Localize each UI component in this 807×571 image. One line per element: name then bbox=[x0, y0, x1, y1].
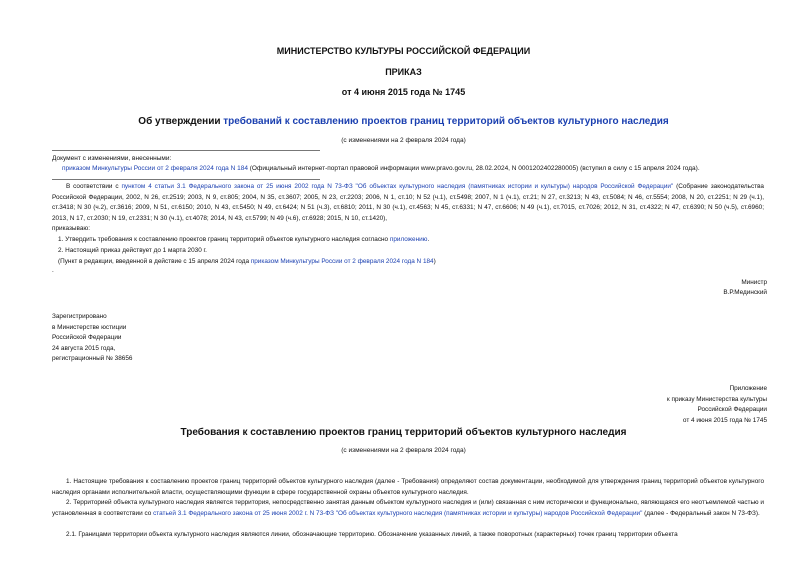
item-2-note-link[interactable]: приказом Минкультуры России от 2 февраля 2024 года N 184 bbox=[250, 258, 434, 265]
doc-type: ПРИКАЗ bbox=[385, 67, 422, 77]
requirements-paragraph-2-1: 2.1. Границами территории объекта культурного наследия являются линии, обозначающие территорию. Обозначение указанных линий, а также поворотных (характерных) точек границ территории объекта bbox=[66, 531, 678, 538]
registration-line: регистрационный № 38656 bbox=[52, 355, 133, 362]
changes-order-link[interactable]: приказом Минкультуры России от 2 февраля 2024 года N 184 bbox=[62, 165, 248, 172]
appendix-header-line: к приказу Министерства культуры bbox=[666, 395, 767, 403]
appendix-header bbox=[667, 384, 767, 426]
document-title-link[interactable]: требований к составлению проектов границ территорий объектов культурного наследия bbox=[223, 116, 669, 127]
registration-line: 24 августа 2015 года, bbox=[52, 344, 116, 352]
requirements-changes-note: (с изменениями на 2 февраля 2024 года) bbox=[341, 447, 466, 454]
appendix-link[interactable]: приложению bbox=[389, 236, 428, 243]
changes-line bbox=[52, 164, 772, 174]
appendix-header-line: от 4 июня 2015 года № 1745 bbox=[682, 416, 767, 424]
requirements-paragraph-1: 1. Настоящие требования к составлению проектов границ территорий объектов культурного наследия (далее - Требования) определяют состав документации, необходимой для утверждения границ территорий объектов культурного наследия органами исполнительной власти, осуществляющими функции в сфере государственной охраны объектов культурного наследия. bbox=[52, 478, 764, 496]
item-2-note bbox=[58, 257, 758, 268]
item-1-suffix: . bbox=[427, 236, 430, 243]
divider-bottom bbox=[52, 179, 320, 180]
changes-rest: (Официальный интернет-портал правовой информации www.pravo.gov.ru, 28.02.2024, N 0001202402280005) (вступил в силу с 15 апреля 2024 года). bbox=[247, 165, 700, 172]
item-2: 2. Настоящий приказ действует до 1 марта 2030 г. bbox=[58, 247, 207, 254]
registration-block bbox=[52, 312, 132, 365]
signature-position: Министр bbox=[741, 279, 767, 286]
signature-name: В.Р.Мединский bbox=[723, 289, 767, 296]
order-word: приказываю: bbox=[52, 225, 90, 232]
requirements-paragraph-2 bbox=[52, 498, 764, 519]
changes-block bbox=[52, 154, 772, 174]
divider-top bbox=[52, 150, 320, 151]
requirements-title: Требования к составлению проектов границ территорий объектов культурного наследия bbox=[180, 427, 627, 438]
law-link[interactable]: пунктом 4 статьи 3.1 Федерального закона от 25 июня 2002 года N 73-ФЗ "Об объектах культурного наследия (памятниках истории и культуры) народов Российской Федерации" bbox=[121, 183, 674, 190]
changes-label: Документ с изменениями, внесенными: bbox=[52, 155, 172, 162]
item-2-note-prefix: (Пункт в редакции, введенной в действие с 15 апреля 2024 года bbox=[58, 258, 251, 265]
preamble-rest: (Собрание законодательства Российской Федерации, 2002, N 26, ст.2519; 2003, N 9, ст.805; 2004, N 35, ст.3607; 2005, N 23, ст.2203; 2006, N 1, ст.10; N 52 (ч.1), ст.5498; 2007, N 1 (ч.1), ст.21; N 27, ст.3213; N 43, ст.5084; N 46, ст.5554; 2008, N 20, ст.2251; N 29 (ч.1), ст.3418; N 30 (ч.2), ст.3616; 2009, N 51, ст.6150; 2010, N 43, ст.5450; N 49, ст.6424; N 51 (ч.3), ст.6810; 2011, N 30 (ч.1), ст.4563; N 45, ст.6331; N 47, ст.6606; N 49 (ч.1), ст.7015, ст.7026; 2012, N 31, ст.4322; N 47, ст.6390; N 50 (ч.5), ст.6960; 2013, N 17, ст.2030; N 19, ст.2331; N 30 (ч.1), ст.4078; 2014, N 43, ст.5799; N 49 (ч.6), ст.6928; 2015, N 10, ст.1420), bbox=[52, 183, 764, 222]
registration-line: Зарегистрировано bbox=[52, 313, 107, 320]
doc-date-number: от 4 июня 2015 года № 1745 bbox=[341, 87, 466, 97]
item-1 bbox=[58, 235, 758, 246]
document-title bbox=[0, 116, 807, 127]
requirements-p2-rest: (далее - Федеральный закон N 73-ФЗ). bbox=[642, 509, 760, 517]
item-1-prefix: 1. Утвердить требования к составлению проектов границ территорий объектов культурного наследия согласно bbox=[58, 236, 390, 243]
registration-line: в Министерстве юстиции bbox=[52, 323, 127, 331]
stray-dot: . bbox=[52, 267, 54, 274]
appendix-header-line: Российской Федерации bbox=[697, 406, 767, 413]
registration-line: Российской Федерации bbox=[52, 334, 122, 341]
changes-note: (с изменениями на 2 февраля 2024 года) bbox=[341, 137, 466, 144]
appendix-header-line: Приложение bbox=[729, 385, 767, 392]
item-2-note-suffix: ) bbox=[433, 258, 436, 265]
ministry-title: МИНИСТЕРСТВО КУЛЬТУРЫ РОССИЙСКОЙ ФЕДЕРАЦИИ bbox=[276, 46, 531, 56]
document-title-prefix: Об утверждении bbox=[138, 116, 224, 127]
preamble-prefix: В соответствии с bbox=[66, 183, 122, 190]
preamble-paragraph bbox=[52, 182, 764, 224]
requirements-p2-prefix: 2. Территорией объекта культурного наследия является территория, непосредственно занятая данным объектом культурного наследия и (или) связанная с ним исторически и функционально, являющаяся его неотъемлемой частью и установленная в соответствии со bbox=[52, 499, 764, 517]
article-link[interactable]: статьей 3.1 Федерального закона от 25 июня 2002 г. N 73-ФЗ "Об объектах культурного наследия (памятниках истории и культуры) народов Российской Федерации" bbox=[153, 509, 643, 517]
